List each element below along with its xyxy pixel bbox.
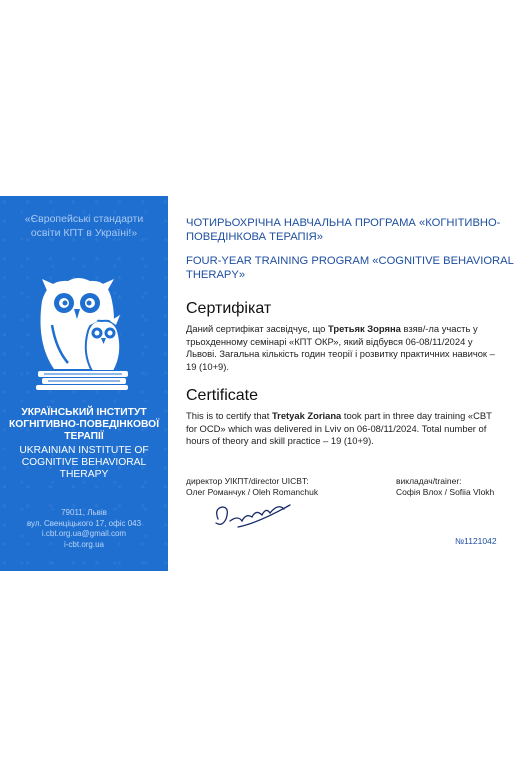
certificate-number: №1121042 (455, 536, 497, 546)
address-email: i.cbt.org.ua@gmail.com (41, 529, 127, 538)
recipient-name-uk: Третьяк Зоряна (328, 323, 401, 334)
director-name: Олег Романчук / Oleh Romanchuk (186, 487, 319, 497)
certificate-text-after-uk: взяв/-ла участь у трьохденному семінарі «КПТ ОКР», який відбувся 06-08/11/2024 у Львові. Загальна кількість годин теорії і розвитку практичних навичок – 19 (10+9). (186, 323, 495, 372)
program-title-uk: ЧОТИРЬОХРІЧНА НАВЧАЛЬНА ПРОГРАМА «КОГНІТИВНО-ПОВЕДІНКОВА ТЕРАПІЯ» (186, 217, 501, 243)
certificate-text-before-en: This is to certify that (186, 410, 272, 421)
director-label: директор УІКПТ/director UICBT: (186, 476, 309, 486)
address-city: 79011, Львів (61, 508, 107, 517)
recipient-name-en: Tretyak Zoriana (271, 410, 342, 421)
certificate-section-en (186, 387, 501, 448)
certificate-body-uk (186, 323, 501, 373)
director-signature-icon (208, 497, 294, 535)
institute-name-uk: УКРАЇНСЬКИЙ ІНСТИТУТ КОГНІТИВНО-ПОВЕДІНКОВОЇ ТЕРАПІЇ (8, 407, 160, 442)
program-title-en: FOUR-YEAR TRAINING PROGRAM «COGNITIVE BEHAVIORAL THERAPY» (186, 255, 514, 281)
institute-name-en: UKRAINIAN INSTITUTE OF COGNITIVE BEHAVIORAL THERAPY (19, 445, 149, 480)
certificate-text-after-en: took part in three day training «CBT for OCD» which was delivered in Lviv on 06-08/11/2024. Total number of hours of theory and skill practice – 19 (10+9). (186, 410, 492, 447)
motto-text: «Європейські стандарти освіти КПТ в Україні!» (24, 213, 144, 239)
certificate-heading-en: Certificate (186, 387, 259, 404)
address-street: вул. Свенціцького 17, офіс 043 (26, 518, 142, 528)
trainer-name: Софія Влох / Sofiia Vlokh (396, 487, 495, 497)
certificate-body-en (186, 410, 501, 448)
trainer-label: викладач/trainer: (396, 476, 462, 486)
address-website: i-cbt.org.ua (63, 539, 105, 549)
certificate-text-before-uk: Даний сертифікат засвідчує, що (186, 323, 328, 334)
program-header (186, 216, 516, 282)
owl-logo-icon (34, 273, 132, 391)
institute-sidebar (0, 196, 168, 571)
institute-address (6, 508, 162, 550)
certificate-heading-uk: Сертифікат (186, 300, 272, 317)
certificate-section-uk (186, 300, 501, 373)
